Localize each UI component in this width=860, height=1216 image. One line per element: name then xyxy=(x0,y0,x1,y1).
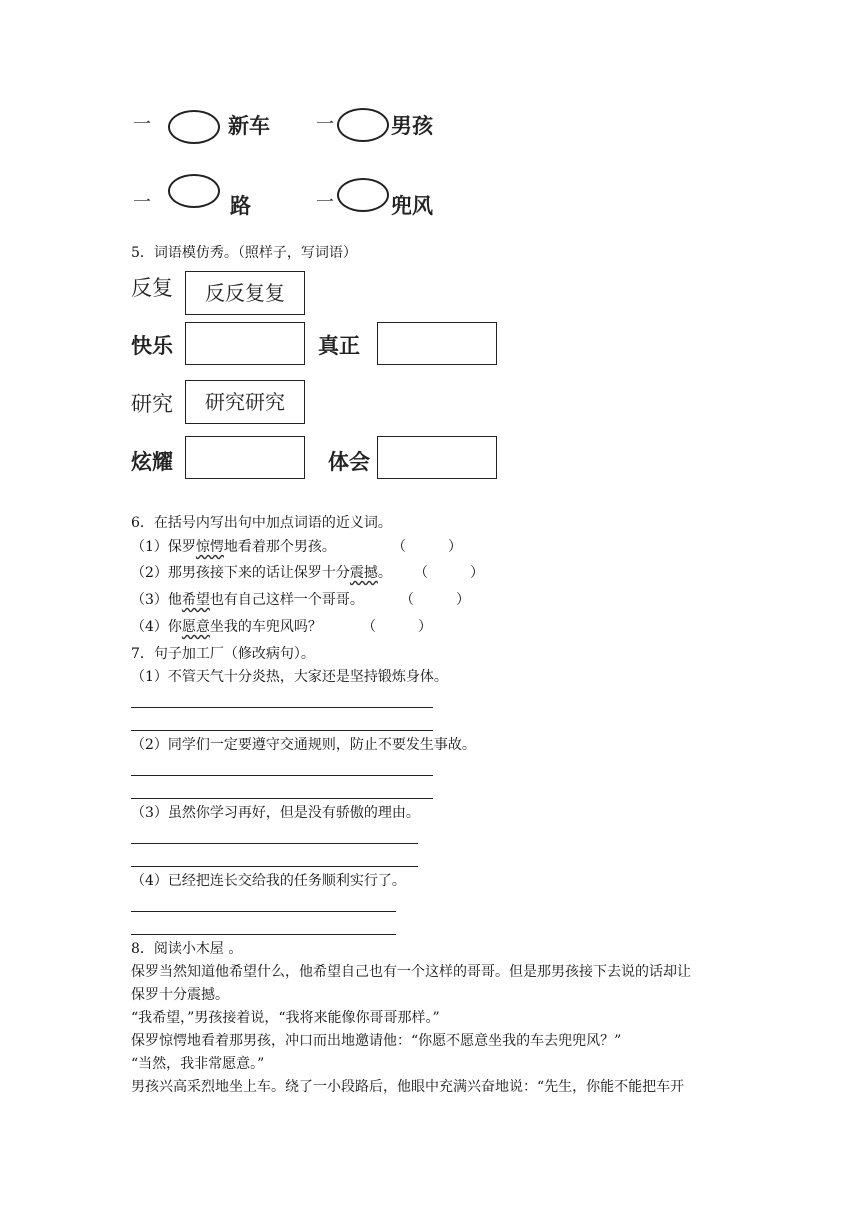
q6-keyword: 愿意 xyxy=(181,619,210,635)
q6-keyword: 震撼 xyxy=(349,565,378,581)
q5-word: 研究 xyxy=(131,392,173,416)
q6-item-text: （1）保罗 xyxy=(131,539,196,555)
q6-keyword: 希望 xyxy=(181,592,210,608)
q4-blank-oval[interactable] xyxy=(168,174,220,208)
q6-answer-paren[interactable]: （ ） xyxy=(392,539,462,555)
q8-paragraph: 男孩兴高采烈地坐上车。绕了一小段路后，他眼中充满兴奋地说：“先生，你能不能把车开 xyxy=(131,1079,685,1095)
q6-item-text: 也有自己这样一个哥哥。 xyxy=(209,592,364,608)
q7-answer-line[interactable] xyxy=(131,866,418,867)
q4-dash: 一 xyxy=(316,192,334,213)
q4-dash: 一 xyxy=(133,192,151,213)
q7-sentence: （3）虽然你学习再好，但是没有骄傲的理由。 xyxy=(131,805,420,821)
q6-item xyxy=(131,591,364,609)
q4-word: 男孩 xyxy=(391,114,433,138)
q6-keyword: 惊愕 xyxy=(195,539,224,555)
q6-item-text: （4）你 xyxy=(131,619,182,635)
q4-word: 新车 xyxy=(228,114,270,138)
q4-blank-oval[interactable] xyxy=(337,178,389,212)
q4-word: 兜风 xyxy=(391,194,433,218)
q6-item-text: （3）他 xyxy=(131,592,182,608)
q7-answer-line[interactable] xyxy=(131,843,418,844)
q5-word: 体会 xyxy=(328,450,370,474)
q8-title: 8．阅读小木屋 。 xyxy=(131,941,243,957)
q4-blank-oval[interactable] xyxy=(337,108,389,142)
q6-title: 6．在括号内写出句中加点词语的近义词。 xyxy=(131,515,392,531)
q6-answer-paren[interactable]: （ ） xyxy=(414,565,484,581)
q4-blank-oval[interactable] xyxy=(168,110,220,144)
q6-item xyxy=(131,538,336,556)
q8-paragraph: “我希望，”男孩接着说，“我将来能像你哥哥那样。” xyxy=(131,1010,440,1026)
q7-title: 7．句子加工厂（修改病句）。 xyxy=(131,646,315,662)
q7-answer-line[interactable] xyxy=(131,798,433,799)
q5-answer-box[interactable] xyxy=(185,436,305,479)
q6-item-text: 。 xyxy=(377,565,392,581)
q6-answer-paren[interactable]: （ ） xyxy=(400,592,470,608)
q7-answer-line[interactable] xyxy=(131,911,396,912)
q7-sentence: （2）同学们一定要遵守交通规则，防止不要发生事故。 xyxy=(131,737,476,753)
q5-answer-box[interactable] xyxy=(377,322,497,365)
q6-item-text: （2）那男孩接下来的话让保罗十分 xyxy=(131,565,350,581)
q7-sentence: （4）已经把连长交给我的任务顺利实行了。 xyxy=(131,873,406,889)
q6-item-text: 坐我的车兜风吗？ xyxy=(209,619,322,635)
q4-word: 路 xyxy=(230,194,251,218)
q8-paragraph: 保罗当然知道他希望什么，他希望自己也有一个这样的哥哥。但是那男孩接下去说的话却让 xyxy=(131,964,691,980)
q7-answer-line[interactable] xyxy=(131,730,433,731)
q5-word: 快乐 xyxy=(131,334,173,358)
q8-paragraph: 保罗十分震撼。 xyxy=(131,987,229,1003)
q7-sentence: （1）不管天气十分炎热，大家还是坚持锻炼身体。 xyxy=(131,669,448,685)
q4-dash: 一 xyxy=(316,114,334,135)
q7-answer-line[interactable] xyxy=(131,934,396,935)
q5-answer-box[interactable] xyxy=(377,436,497,479)
q6-item-text: 地看着那个男孩。 xyxy=(223,539,336,555)
q5-answer-box[interactable] xyxy=(185,322,305,365)
q8-paragraph: 保罗惊愕地看着那男孩，冲口而出地邀请他：“你愿不愿意坐我的车去兜兜风？” xyxy=(131,1033,622,1049)
q5-word: 炫耀 xyxy=(131,450,173,474)
q6-answer-paren[interactable]: （ ） xyxy=(362,619,432,635)
q5-word: 反复 xyxy=(131,276,173,300)
q6-item xyxy=(131,564,392,582)
q7-answer-line[interactable] xyxy=(131,775,433,776)
q8-paragraph: “当然，我非常愿意。” xyxy=(131,1056,265,1072)
q5-example-box: 研究研究 xyxy=(185,380,305,424)
q4-dash: 一 xyxy=(133,114,151,135)
q7-answer-line[interactable] xyxy=(131,707,433,708)
q6-item xyxy=(131,618,322,636)
q5-example-box: 反反复复 xyxy=(185,271,305,315)
q5-title: 5．词语模仿秀。（照样子，写词语） xyxy=(131,245,357,261)
q5-word: 真正 xyxy=(318,334,360,358)
